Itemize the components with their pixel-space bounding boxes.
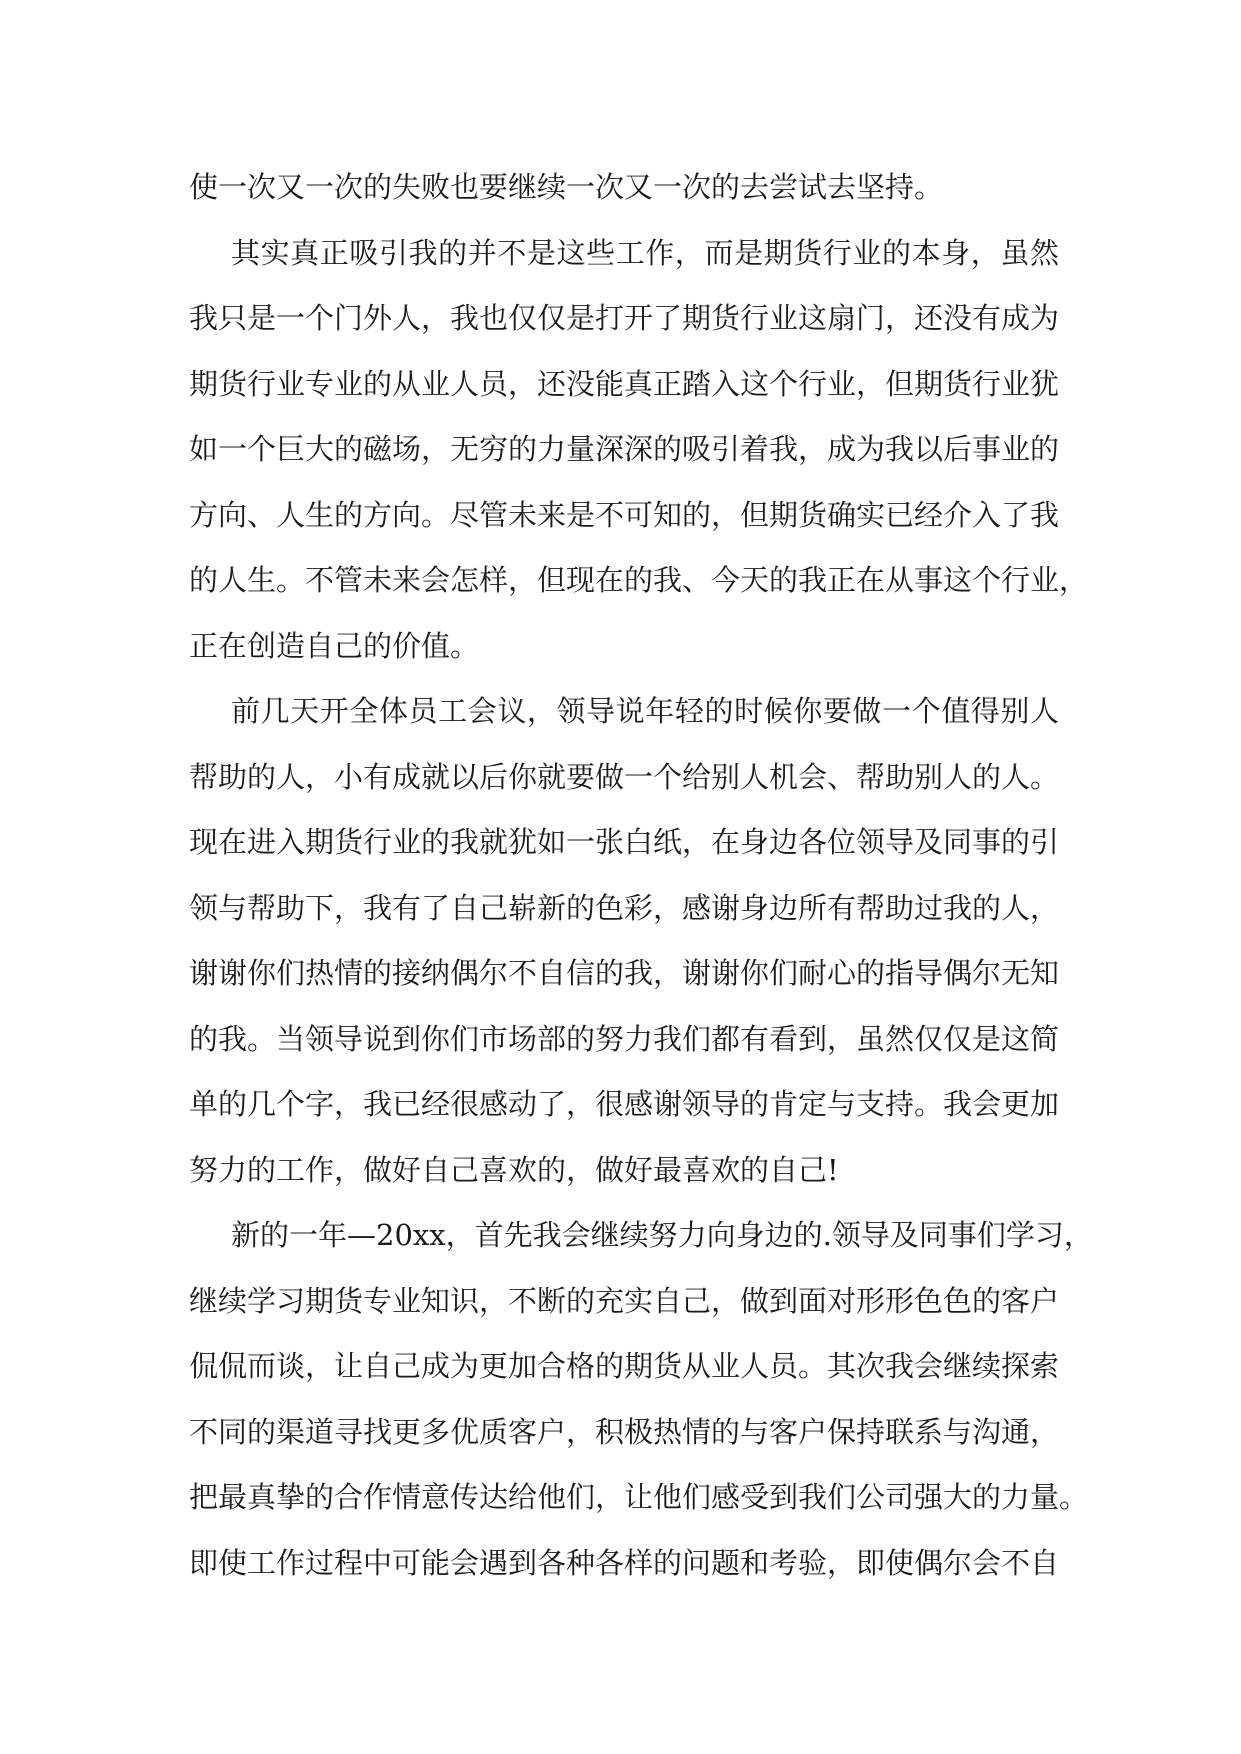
- text-line: 的我。当领导说到你们市场部的努力我们都有看到，虽然仅仅是这简: [189, 1021, 1060, 1056]
- text-line: 单的几个字，我已经很感动了，很感谢领导的肯定与支持。我会更加: [189, 1087, 1060, 1121]
- text-line: 的人生。不管未来会怎样，但现在的我、今天的我正在从事这个行业，: [189, 563, 1089, 597]
- text-line: 我只是一个门外人，我也仅仅是打开了期货行业这扇门，还没有成为: [189, 301, 1060, 335]
- text-line: 正在创造自己的价值。: [189, 628, 480, 663]
- text-line: 现在进入期货行业的我就犹如一张白纸，在身边各位领导及同事的引: [189, 825, 1060, 859]
- text-line: 侃侃而谈，让自己成为更加合格的期货从业人员。其次我会继续探索: [189, 1349, 1060, 1383]
- text-line: 把最真挚的合作情意传达给他们，让他们感受到我们公司强大的力量。: [189, 1480, 1089, 1514]
- text-line: 领与帮助下，我有了自己崭新的色彩，感谢身边所有帮助过我的人，: [189, 890, 1060, 925]
- text-line: 努力的工作，做好自己喜欢的，做好最喜欢的自己!: [189, 1152, 839, 1187]
- text-line: 如一个巨大的磁场，无穷的力量深深的吸引着我，成为我以后事业的: [189, 432, 1060, 466]
- text-line: 前几天开全体员工会议，领导说年轻的时候你要做一个值得别人: [231, 694, 1059, 728]
- text-line: 不同的渠道寻找更多优质客户，积极热情的与客户保持联系与沟通，: [189, 1414, 1060, 1449]
- text-line: 继续学习期货专业知识，不断的充实自己，做到面对形形色色的客户: [189, 1283, 1060, 1318]
- text-line: 谢谢你们热情的接纳偶尔不自信的我，谢谢你们耐心的指导偶尔无知: [189, 956, 1060, 990]
- text-line: 即使工作过程中可能会遇到各种各样的问题和考验，即使偶尔会不自: [189, 1545, 1060, 1580]
- text-line: 帮助的人，小有成就以后你就要做一个给别人机会、帮助别人的人。: [189, 759, 1060, 794]
- text-line: 新的一年—20xx，首先我会继续努力向身边的.领导及同事们学习，: [231, 1218, 1093, 1252]
- text-line: 方向、人生的方向。尽管未来是不可知的，但期货确实已经介入了我: [189, 497, 1060, 532]
- text-line: 其实真正吸引我的并不是这些工作，而是期货行业的本身，虽然: [231, 235, 1059, 270]
- text-line: 期货行业专业的从业人员，还没能真正踏入这个行业，但期货行业犹: [189, 366, 1060, 401]
- document-body: [189, 155, 1093, 1596]
- text-line: 使一次又一次的失败也要继续一次又一次的去尝试去坚持。: [189, 170, 944, 204]
